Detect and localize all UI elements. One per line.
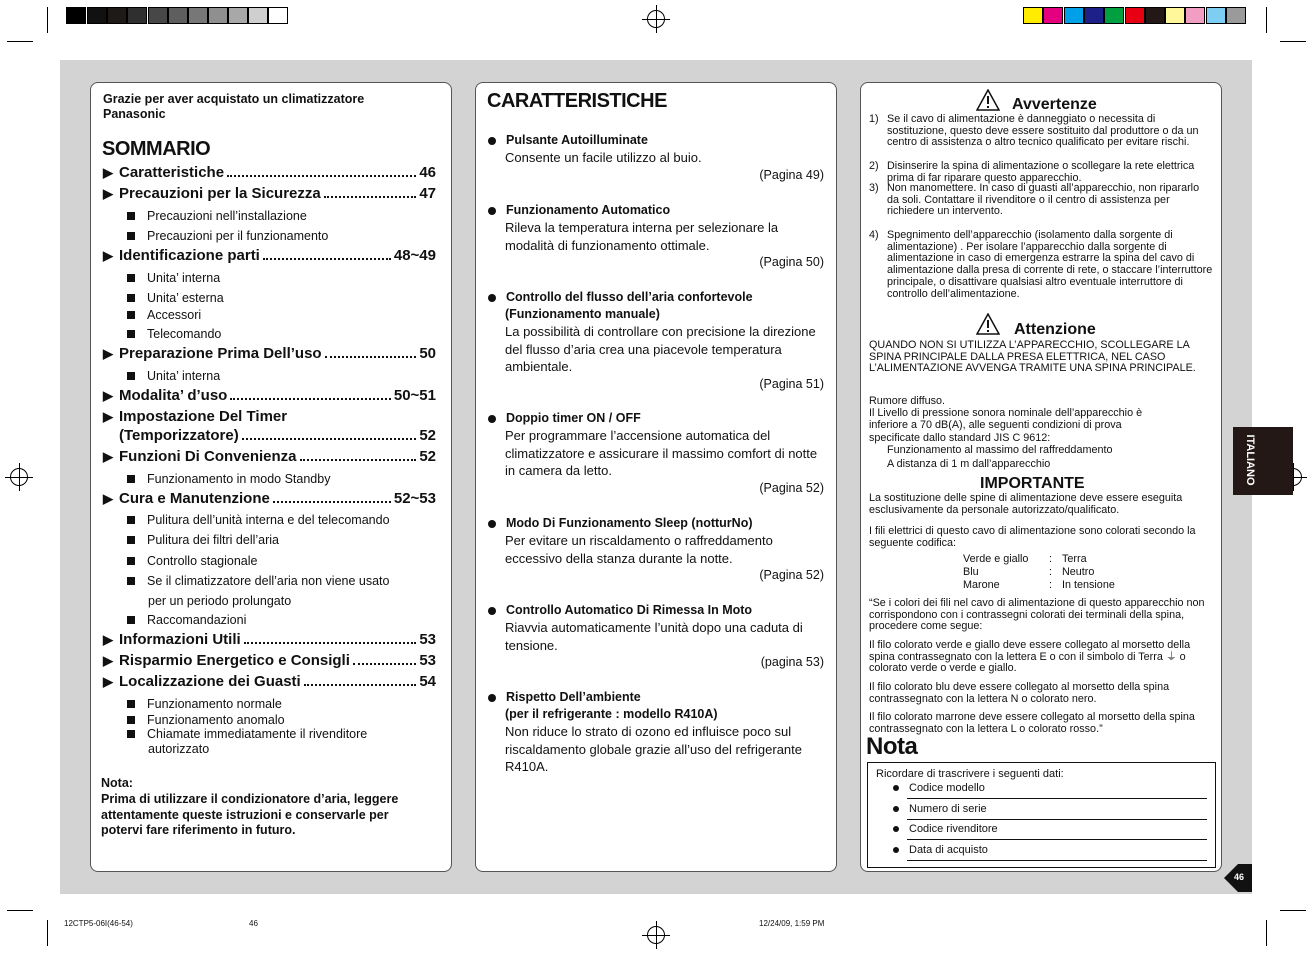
nota-item: Data di acquisto <box>893 844 988 856</box>
feature-page-ref: (pagina 53) <box>760 655 824 669</box>
toc-item-label: Localizzazione dei Guasti <box>119 673 301 690</box>
toc-leader <box>273 501 391 503</box>
sommario-title: SOMMARIO <box>102 138 211 160</box>
noise-line: Funzionamento al massimo del raffreddamento <box>887 444 1113 456</box>
toc-item-page: 50~51 <box>393 387 436 404</box>
crop-mark <box>7 910 33 911</box>
triangle-bullet-icon: ▶ <box>103 632 113 647</box>
toc-leader <box>230 398 391 400</box>
wire-function: In tensione <box>1062 579 1115 591</box>
avvertenza-text: Non manomettere. In caso di guasti all’apparecchio, non ripararlo da soli. Contattare il rivenditore o il centro di assistenza per richiedere un intervento. <box>887 182 1200 218</box>
nota-write-line <box>907 860 1207 861</box>
avvertenze-title: Avvertenze <box>1012 96 1097 113</box>
avvertenza-text: Se il cavo di alimentazione è danneggiato o necessita di sostituzione, questo deve essere sostituito dal produttore o da un centro di assistenza o altro tecnico qualificato per evitare rischi. <box>887 113 1199 149</box>
toc-item <box>119 427 436 444</box>
toc-subitem: per un periodo prolungato <box>148 594 292 608</box>
toc-item <box>103 631 436 648</box>
toc-leader <box>242 438 417 440</box>
nota-item: Codice rivenditore <box>893 823 998 835</box>
toc-item-label: Cura e Manutenzione <box>119 490 270 507</box>
gray-swatch <box>148 7 168 24</box>
color-swatch <box>1145 7 1165 24</box>
toc-item-page: 50 <box>419 345 436 362</box>
feature-page-ref: (Pagina 51) <box>759 377 824 391</box>
toc-leader <box>227 175 416 177</box>
toc-subitem: Precauzioni per il funzionamento <box>127 229 328 243</box>
wire-separator: : <box>1049 553 1052 565</box>
color-swatch <box>1226 7 1246 24</box>
noise-line: Rumore diffuso. <box>869 395 946 407</box>
toc-item <box>103 345 436 362</box>
feature-page-ref: (Pagina 52) <box>759 568 824 582</box>
triangle-bullet-icon: ▶ <box>103 248 113 263</box>
toc-item <box>103 247 436 264</box>
toc-subitem: Unita’ interna <box>127 271 220 285</box>
gray-swatch <box>107 7 127 24</box>
gray-swatch <box>87 7 107 24</box>
toc-item-label: Funzioni Di Convenienza <box>119 448 297 465</box>
feature-text: Per programmare l’accensione automatica del climatizzatore e assicurare il massimo comfort di notte in camera da letto. <box>505 428 818 478</box>
importante-text-2: I fili elettrici di questo cavo di alimentazione sono colorati secondo la seguente codifica: <box>869 525 1196 549</box>
feature-text: Riavvia automaticamente l’unità dopo una caduta di tensione. <box>505 620 803 653</box>
toc-item-page: 47 <box>419 185 436 202</box>
triangle-bullet-icon: ▶ <box>103 449 113 464</box>
feature-heading: (per il refrigerante : modello R410A) <box>505 707 718 721</box>
toc-subitem: Funzionamento in modo Standby <box>127 472 330 486</box>
triangle-bullet-icon: ▶ <box>103 491 113 506</box>
noise-line: Il Livello di pressione sonora nominale dell’apparecchio è <box>869 407 1143 419</box>
toc-subitem: Pulitura dell’unità interna e del telecomando <box>127 513 390 527</box>
nota-heading: Nota <box>866 733 918 760</box>
noise-line: A distanza di 1 m dall’apparecchio <box>887 458 1051 470</box>
toc-item-label: Risparmio Energetico e Consigli <box>119 652 350 669</box>
noise-line: inferiore a 70 dB(A), alle seguenti condizioni di prova <box>869 419 1122 431</box>
footer-page: 46 <box>249 919 258 928</box>
triangle-bullet-icon: ▶ <box>103 653 113 668</box>
caratteristiche-title: CARATTERISTICHE <box>487 90 667 112</box>
toc-item <box>103 490 436 507</box>
wire-separator: : <box>1049 579 1052 591</box>
avvertenza-number: 2) <box>869 160 879 172</box>
feature-text: Rileva la temperatura interna per selezionare la modalità di funzionamento ottimale. <box>505 220 779 253</box>
footer-date: 12/24/09, 1:59 PM <box>759 919 825 928</box>
color-swatch <box>1064 7 1084 24</box>
toc-leader <box>244 642 417 644</box>
toc-subitem: Precauzioni nell’installazione <box>127 209 307 223</box>
nota-text: Prima di utilizzare il condizionatore d’aria, leggere attentamente queste istruzioni e conservarle per potervi fare riferimento in futuro. <box>101 792 399 837</box>
gray-swatch <box>208 7 228 24</box>
feature-heading: Controllo Automatico Di Rimessa In Moto <box>488 603 752 617</box>
toc-item-label: (Temporizzatore) <box>119 427 239 444</box>
feature-text: Non riduce lo strato di ozono ed influisce poco sul riscaldamento globale grazie all’uso del refrigerante R410A. <box>505 724 803 774</box>
toc-item-page: 46 <box>419 164 436 181</box>
crop-mark <box>7 41 33 42</box>
wiring-paragraph-2: Il filo colorato verde e giallo deve essere collegato al morsetto della spina contrassegnato con la lettera E o con il simbolo di Terra ⏚ o colorato verde o verde e giallo. <box>869 639 1191 675</box>
triangle-bullet-icon: ▶ <box>103 346 113 361</box>
warning-triangle-icon <box>976 313 1000 340</box>
toc-item-page: 52~53 <box>393 490 436 507</box>
toc-item <box>103 387 436 404</box>
feature-heading: Controllo del flusso dell’aria confortevole <box>488 290 753 304</box>
toc-item-label: Precauzioni per la Sicurezza <box>119 185 321 202</box>
nota-title: Nota: <box>101 776 133 790</box>
feature-heading: Modo Di Funzionamento Sleep (notturNo) <box>488 516 753 530</box>
toc-item-page: 52 <box>419 448 436 465</box>
toc-leader <box>300 459 417 461</box>
gray-swatch <box>188 7 208 24</box>
toc-leader <box>325 356 417 358</box>
toc-item <box>103 408 436 425</box>
triangle-bullet-icon: ▶ <box>103 165 113 180</box>
toc-subitem: Chiamate immediatamente il rivenditore <box>127 727 367 741</box>
color-swatch <box>1206 7 1226 24</box>
gray-swatch <box>228 7 248 24</box>
gray-swatch <box>66 7 86 24</box>
feature-page-ref: (Pagina 52) <box>759 481 824 495</box>
gray-swatch <box>268 7 288 24</box>
triangle-bullet-icon: ▶ <box>103 186 113 201</box>
registration-mark-icon <box>647 926 665 944</box>
crop-mark <box>1280 910 1306 911</box>
color-swatch <box>1084 7 1104 24</box>
warning-triangle-icon <box>976 89 1000 116</box>
feature-text: Consente un facile utilizzo al buio. <box>505 150 702 165</box>
toc-item <box>103 652 436 669</box>
toc-item <box>103 164 436 181</box>
toc-leader <box>324 196 417 198</box>
toc-subitem: Se il climatizzatore dell’aria non viene usato <box>127 574 390 588</box>
toc-item <box>103 185 436 202</box>
avvertenza-number: 1) <box>869 113 879 125</box>
language-tab-label: ITALIANO <box>1244 434 1256 486</box>
intro-text: Grazie per aver acquistato un climatizzatore Panasonic <box>103 92 365 121</box>
toc-item-page: 48~49 <box>393 247 436 264</box>
toc-subitem: Controllo stagionale <box>127 554 258 568</box>
toc-item <box>103 448 436 465</box>
wire-function: Neutro <box>1062 566 1095 578</box>
toc-subitem: autorizzato <box>148 742 210 756</box>
avvertenza-text: Spegnimento dell’apparecchio (isolamento dalla sorgente di alimentazione) . Per isolare l’apparecchio dalla sorgente di alimentazione in caso di emergenza estrarre la spina del cavo di alimentazione dalla presa di corrente di rete, o staccare l’interruttore principale, o disattivare qualsiasi altro eventuale interruttore di controllo dell’alimentazione. <box>887 229 1213 300</box>
nota-box-intro: Ricordare di trascrivere i seguenti dati: <box>876 768 1064 780</box>
triangle-bullet-icon: ▶ <box>103 674 113 689</box>
toc-item-page: 54 <box>419 673 436 690</box>
wire-color: Verde e giallo <box>963 553 1029 565</box>
feature-heading: Funzionamento Automatico <box>488 203 670 217</box>
toc-item-label: Modalita’ d’uso <box>119 387 228 404</box>
color-swatch <box>1023 7 1043 24</box>
crop-mark <box>47 920 48 946</box>
nota-write-line <box>907 798 1207 799</box>
crop-mark <box>1266 920 1267 946</box>
importante-text-1: La sostituzione delle spine di alimentazione deve essere eseguita esclusivamente da personale autorizzato/qualificato. <box>869 492 1183 516</box>
toc-item-page: 52 <box>419 427 436 444</box>
feature-page-ref: (Pagina 50) <box>759 255 824 269</box>
gray-swatch <box>127 7 147 24</box>
triangle-bullet-icon: ▶ <box>103 388 113 403</box>
crop-mark <box>1280 41 1306 42</box>
color-swatch <box>1043 7 1063 24</box>
avvertenza-text: Disinserire la spina di alimentazione o scollegare la rete elettrica prima di far riparare questo apparecchio. <box>887 160 1195 184</box>
toc-leader <box>263 258 391 260</box>
registration-mark-icon <box>647 10 665 28</box>
toc-item-label: Caratteristiche <box>119 164 225 181</box>
feature-heading: Doppio timer ON / OFF <box>488 411 641 425</box>
crop-mark <box>1266 7 1267 33</box>
toc-subitem: Pulitura dei filtri dell’aria <box>127 533 279 547</box>
toc-item-label: Preparazione Prima Dell’uso <box>119 345 322 362</box>
toc-item-page: 53 <box>419 652 436 669</box>
toc-subitem: Unita’ interna <box>127 369 220 383</box>
attenzione-title: Attenzione <box>1014 321 1096 338</box>
toc-item-label: Identificazione parti <box>119 247 260 264</box>
feature-heading: (Funzionamento manuale) <box>505 307 660 321</box>
wire-color: Marone <box>963 579 1000 591</box>
wire-color: Blu <box>963 566 979 578</box>
feature-heading: Pulsante Autoilluminate <box>488 133 648 147</box>
nota-write-line <box>907 819 1207 820</box>
toc-subitem: Telecomando <box>127 327 221 341</box>
toc-item-page: 53 <box>419 631 436 648</box>
crop-mark <box>47 7 48 33</box>
toc-item-label: Informazioni Utili <box>119 631 241 648</box>
toc-subitem: Raccomandazioni <box>127 613 246 627</box>
attenzione-text: QUANDO NON SI UTILIZZA L’APPARECCHIO, SCOLLEGARE LA SPINA PRINCIPALE DALLA PRESA ELETTRICA, NEL CASO L’ALIMENTAZIONE AVVENGA TRAMITE UNA SPINA PRINCIPALE. <box>869 339 1196 375</box>
nota-item: Numero di serie <box>893 803 987 815</box>
page-number: 46 <box>1234 872 1245 882</box>
feature-text: Per evitare un riscaldamento o raffreddamento eccessivo della stanza durante la notte. <box>505 533 773 566</box>
avvertenza-number: 4) <box>869 229 879 241</box>
importante-title: IMPORTANTE <box>980 475 1085 492</box>
noise-line: specificate dallo standard JIS C 9612: <box>869 432 1051 444</box>
toc-item <box>103 673 436 690</box>
toc-item-label: Impostazione Del Timer <box>119 408 288 425</box>
toc-subitem: Unita’ esterna <box>127 291 224 305</box>
toc-leader <box>304 684 417 686</box>
nota-item: Codice modello <box>893 782 985 794</box>
avvertenza-number: 3) <box>869 182 879 194</box>
feature-text: La possibilità di controllare con precisione la direzione del flusso d’aria crea una piacevole temperatura ambientale. <box>505 324 816 374</box>
wire-separator: : <box>1049 566 1052 578</box>
feature-heading: Rispetto Dell’ambiente <box>488 690 641 704</box>
wiring-paragraph-1: “Se i colori dei fili nel cavo di alimentazione di questo apparecchio non corrispondono con i contrassegni colorati dei terminali della spina, procedere come segue: <box>869 597 1205 633</box>
toc-leader <box>353 663 416 665</box>
toc-subitem: Accessori <box>127 308 201 322</box>
triangle-bullet-icon: ▶ <box>103 409 113 424</box>
wiring-paragraph-4: Il filo colorato marrone deve essere collegato al morsetto della spina contrassegnato con la lettera L o colorato rosso.” <box>869 711 1195 735</box>
color-swatch <box>1185 7 1205 24</box>
footer-code: 12CTP5-06I(46-54) <box>64 919 133 928</box>
nota-write-line <box>907 839 1207 840</box>
wire-function: Terra <box>1062 553 1087 565</box>
wiring-paragraph-3: Il filo colorato blu deve essere collegato al morsetto della spina contrassegnato con la lettera N o colorato nero. <box>869 681 1170 705</box>
toc-subitem: Funzionamento normale <box>127 697 282 711</box>
color-swatch <box>1165 7 1185 24</box>
gray-swatch <box>248 7 268 24</box>
color-swatch <box>1104 7 1124 24</box>
toc-subitem: Funzionamento anomalo <box>127 713 285 727</box>
feature-page-ref: (Pagina 49) <box>759 168 824 182</box>
color-swatch <box>1125 7 1145 24</box>
registration-mark-icon <box>10 468 28 486</box>
gray-swatch <box>168 7 188 24</box>
